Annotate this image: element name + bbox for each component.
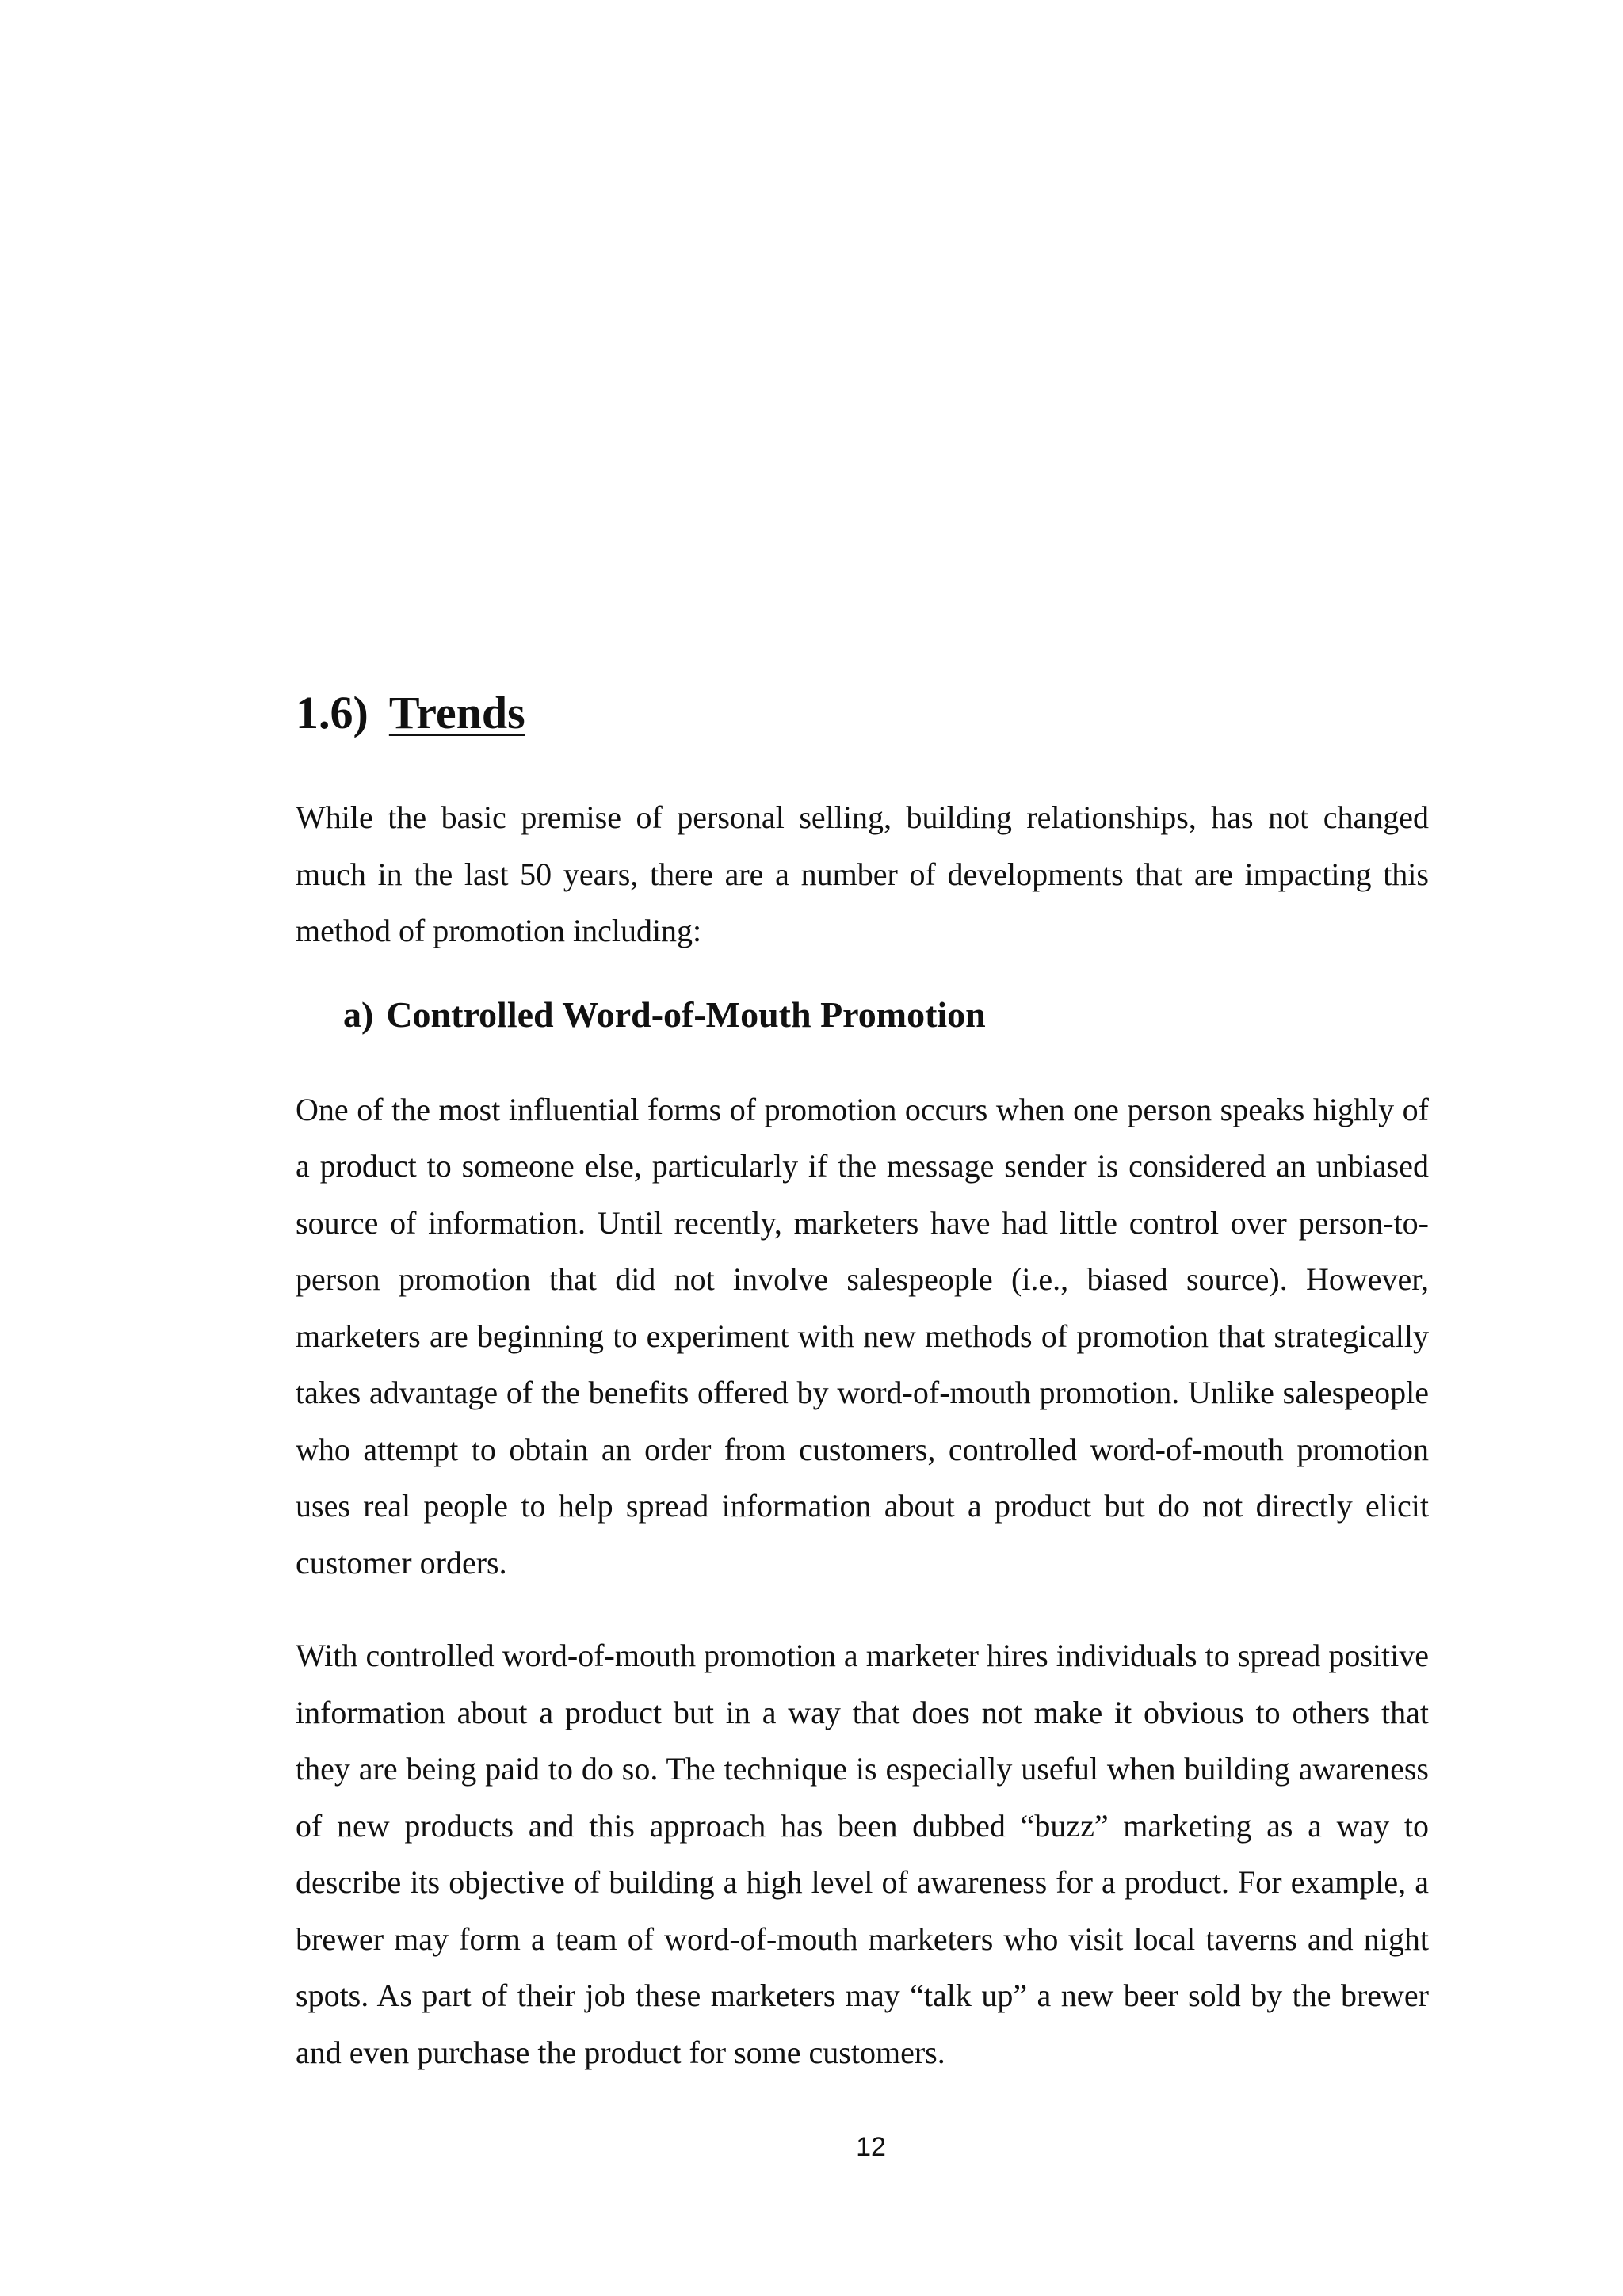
subsection-title: Controlled Word-of-Mouth Promotion [386,994,986,1035]
page-content [296,681,1429,2081]
body-paragraph: One of the most influential forms of promotion occurs when one person speaks highly of a product to someone else, particularly if the message sender is considered an unbiased source of information. Until recently, marketers have had little control over person-to-person promotion that did not involve salespeople (i.e., biased source). However, marketers are beginning to experiment with new methods of promotion that strategically takes advantage of the benefits offered by word-of-mouth promotion. Unlike salespeople who attempt to obtain an order from customers, controlled word-of-mouth promotion uses real people to help spread information about a product but do not directly elicit customer orders. [296,1091,1429,1581]
page-number: 12 [856,2132,886,2162]
subsection-heading [343,990,1429,1040]
intro-paragraph: While the basic premise of personal selling, building relationships, has not changed much in the last 50 years, there are a number of developments that are impacting this method of promotion including: [296,799,1429,948]
section-number: 1.6) [296,687,369,738]
section-title: Trends [388,687,525,738]
body-paragraph: With controlled word-of-mouth promotion a marketer hires individuals to spread positive information about a product but in a way that does not make it obvious to others that they are being paid to do so. The technique is especially useful when building awareness of new products and this approach has been dubbed “buzz” marketing as a way to describe its objective of building a high level of awareness for a product. For example, a brewer may form a team of word-of-mouth marketers who visit local taverns and night spots. As part of their job these marketers may “talk up” a new beer sold by the brewer and even purchase the product for some customers. [296,1638,1429,2070]
subsection-marker: a) [343,994,374,1035]
section-heading [296,681,1429,745]
